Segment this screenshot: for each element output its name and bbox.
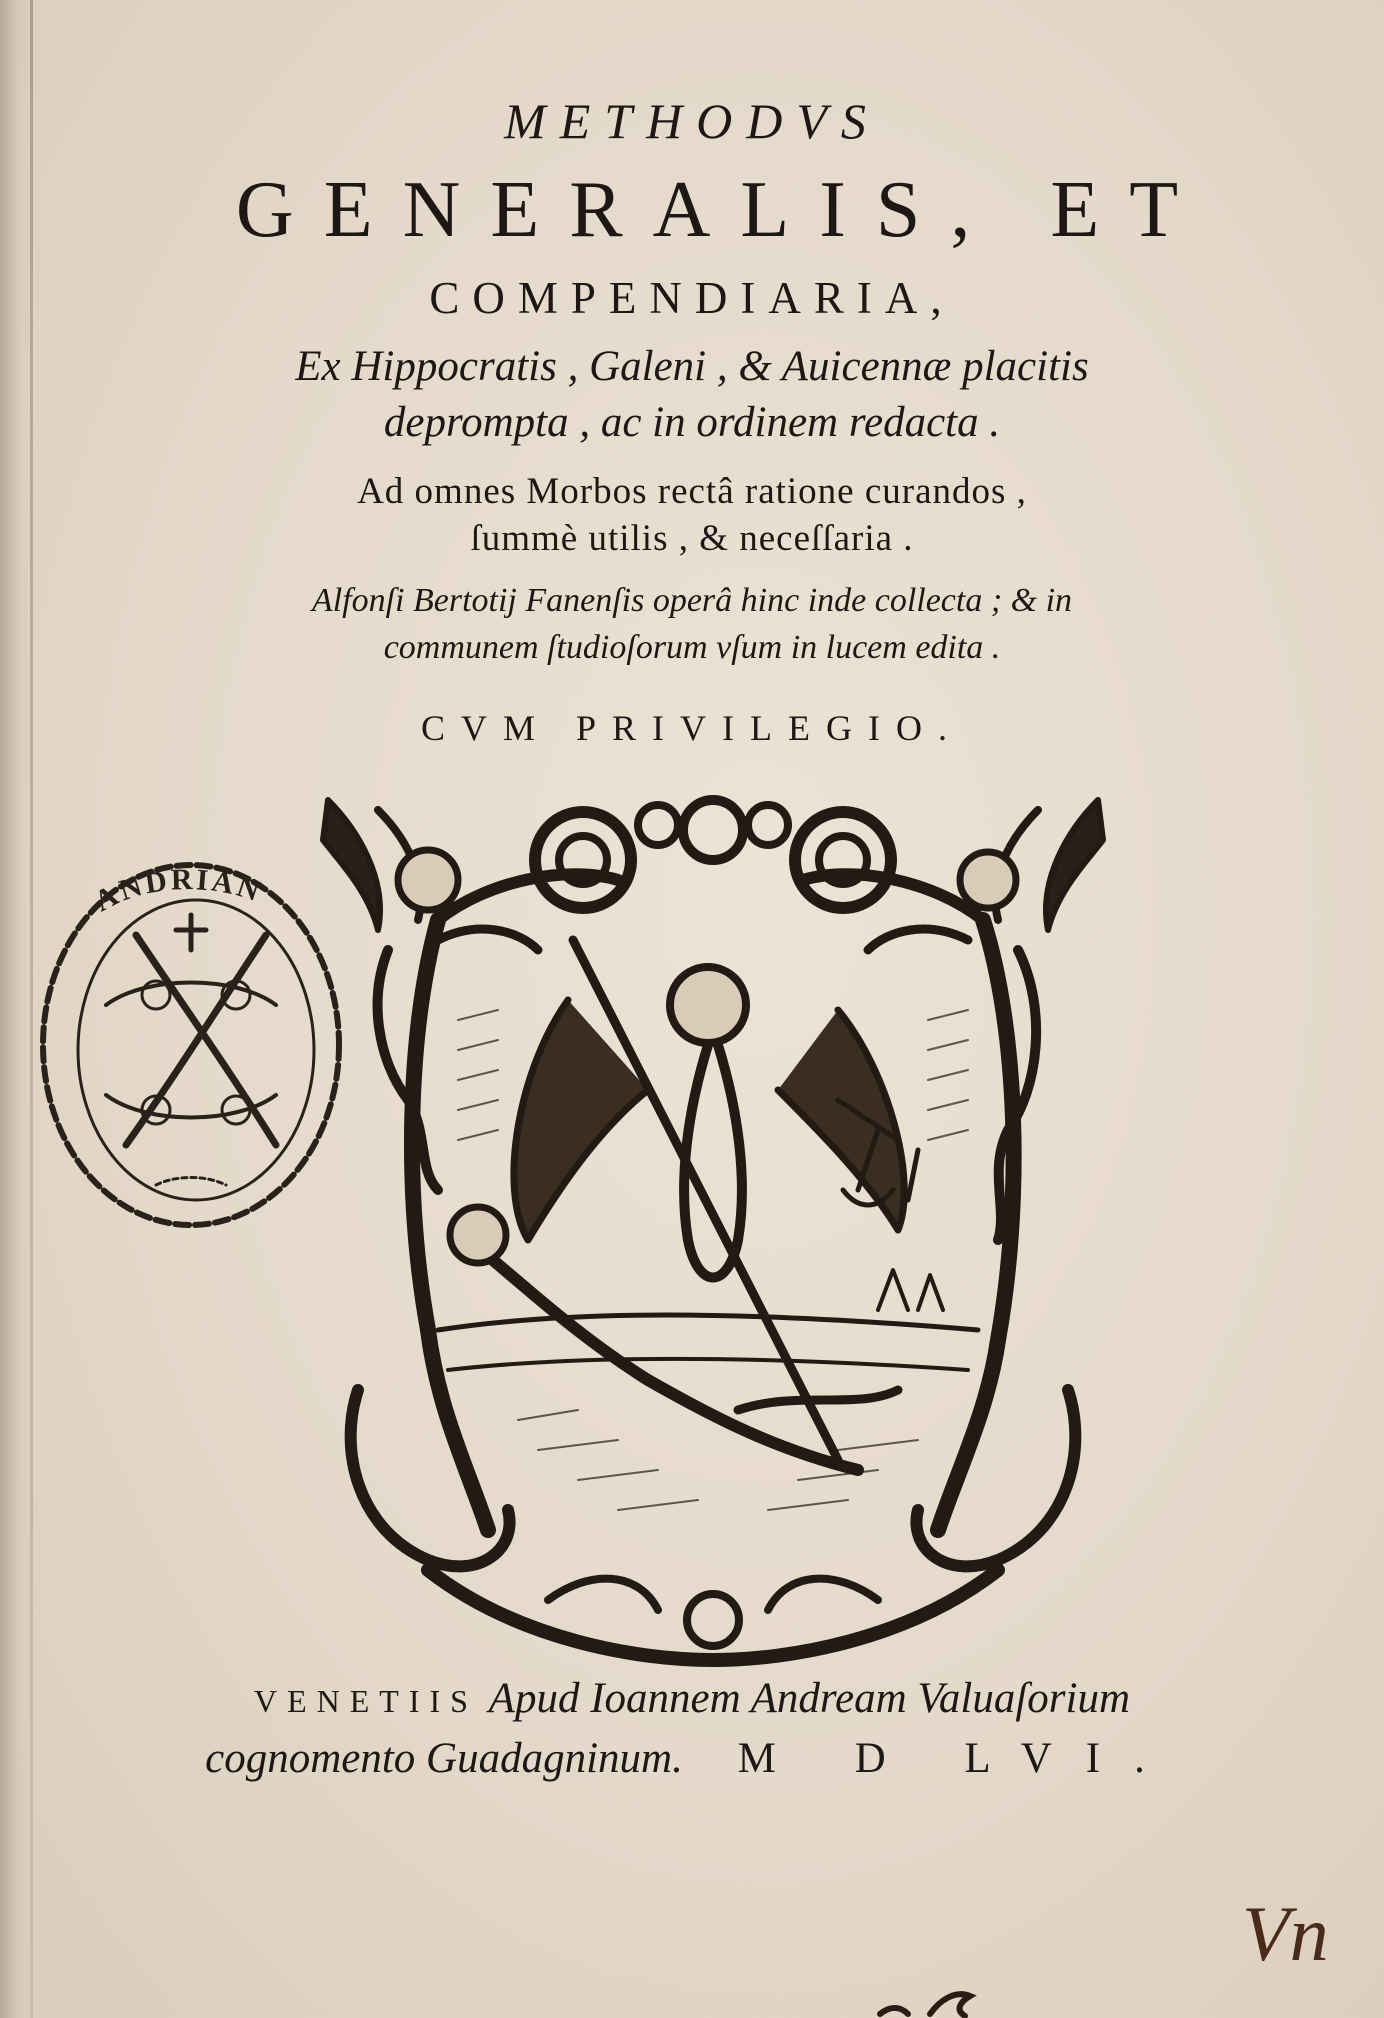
woodcut-printers-device: [318, 770, 1108, 1670]
purpose-line-2: ſummè utilis , & neceſſaria .: [470, 518, 914, 559]
imprint-year: M D LVI.: [737, 1735, 1179, 1782]
imprint-printer-2: cognomento Guadagninum.: [205, 1735, 683, 1782]
imprint-city: VENETIIS: [253, 1683, 478, 1719]
imprint-line-1: [0, 1674, 1384, 1723]
privilege-line: CVM PRIVILEGIO.: [421, 708, 963, 748]
imprint-line-2: [0, 1734, 1384, 1783]
title-methodus: METHODVS: [504, 93, 880, 149]
stamp-text: ANDRIAN: [89, 862, 267, 919]
title-compendiaria: COMPENDIARIA,: [429, 273, 955, 323]
subtitle-line-1: Ex Hippocratis , Galeni , & Auicennæ placitis: [295, 343, 1089, 390]
shelfmark-text: Vn: [1242, 1890, 1329, 1977]
bottom-ink-mark: [870, 1970, 1020, 2018]
title-generalis: GENERALIS, ET: [235, 166, 1209, 254]
imprint-printer-1: Apud Ioannem Andream Valuaſorium: [488, 1675, 1131, 1722]
handwritten-shelfmark: [1232, 1880, 1384, 1990]
author-line-2: communem ſtudioſorum vſum in lucem edita .: [383, 629, 1001, 666]
author-line-1: Alfonſi Bertotij Fanenſis operâ hinc inde collecta ; & in: [311, 582, 1073, 619]
subtitle-line-2: deprompta , ac in ordinem redacta .: [383, 399, 1001, 446]
library-stamp: [26, 845, 356, 1240]
purpose-line-1: Ad omnes Morbos rectâ ratione curandos ,: [357, 471, 1027, 512]
